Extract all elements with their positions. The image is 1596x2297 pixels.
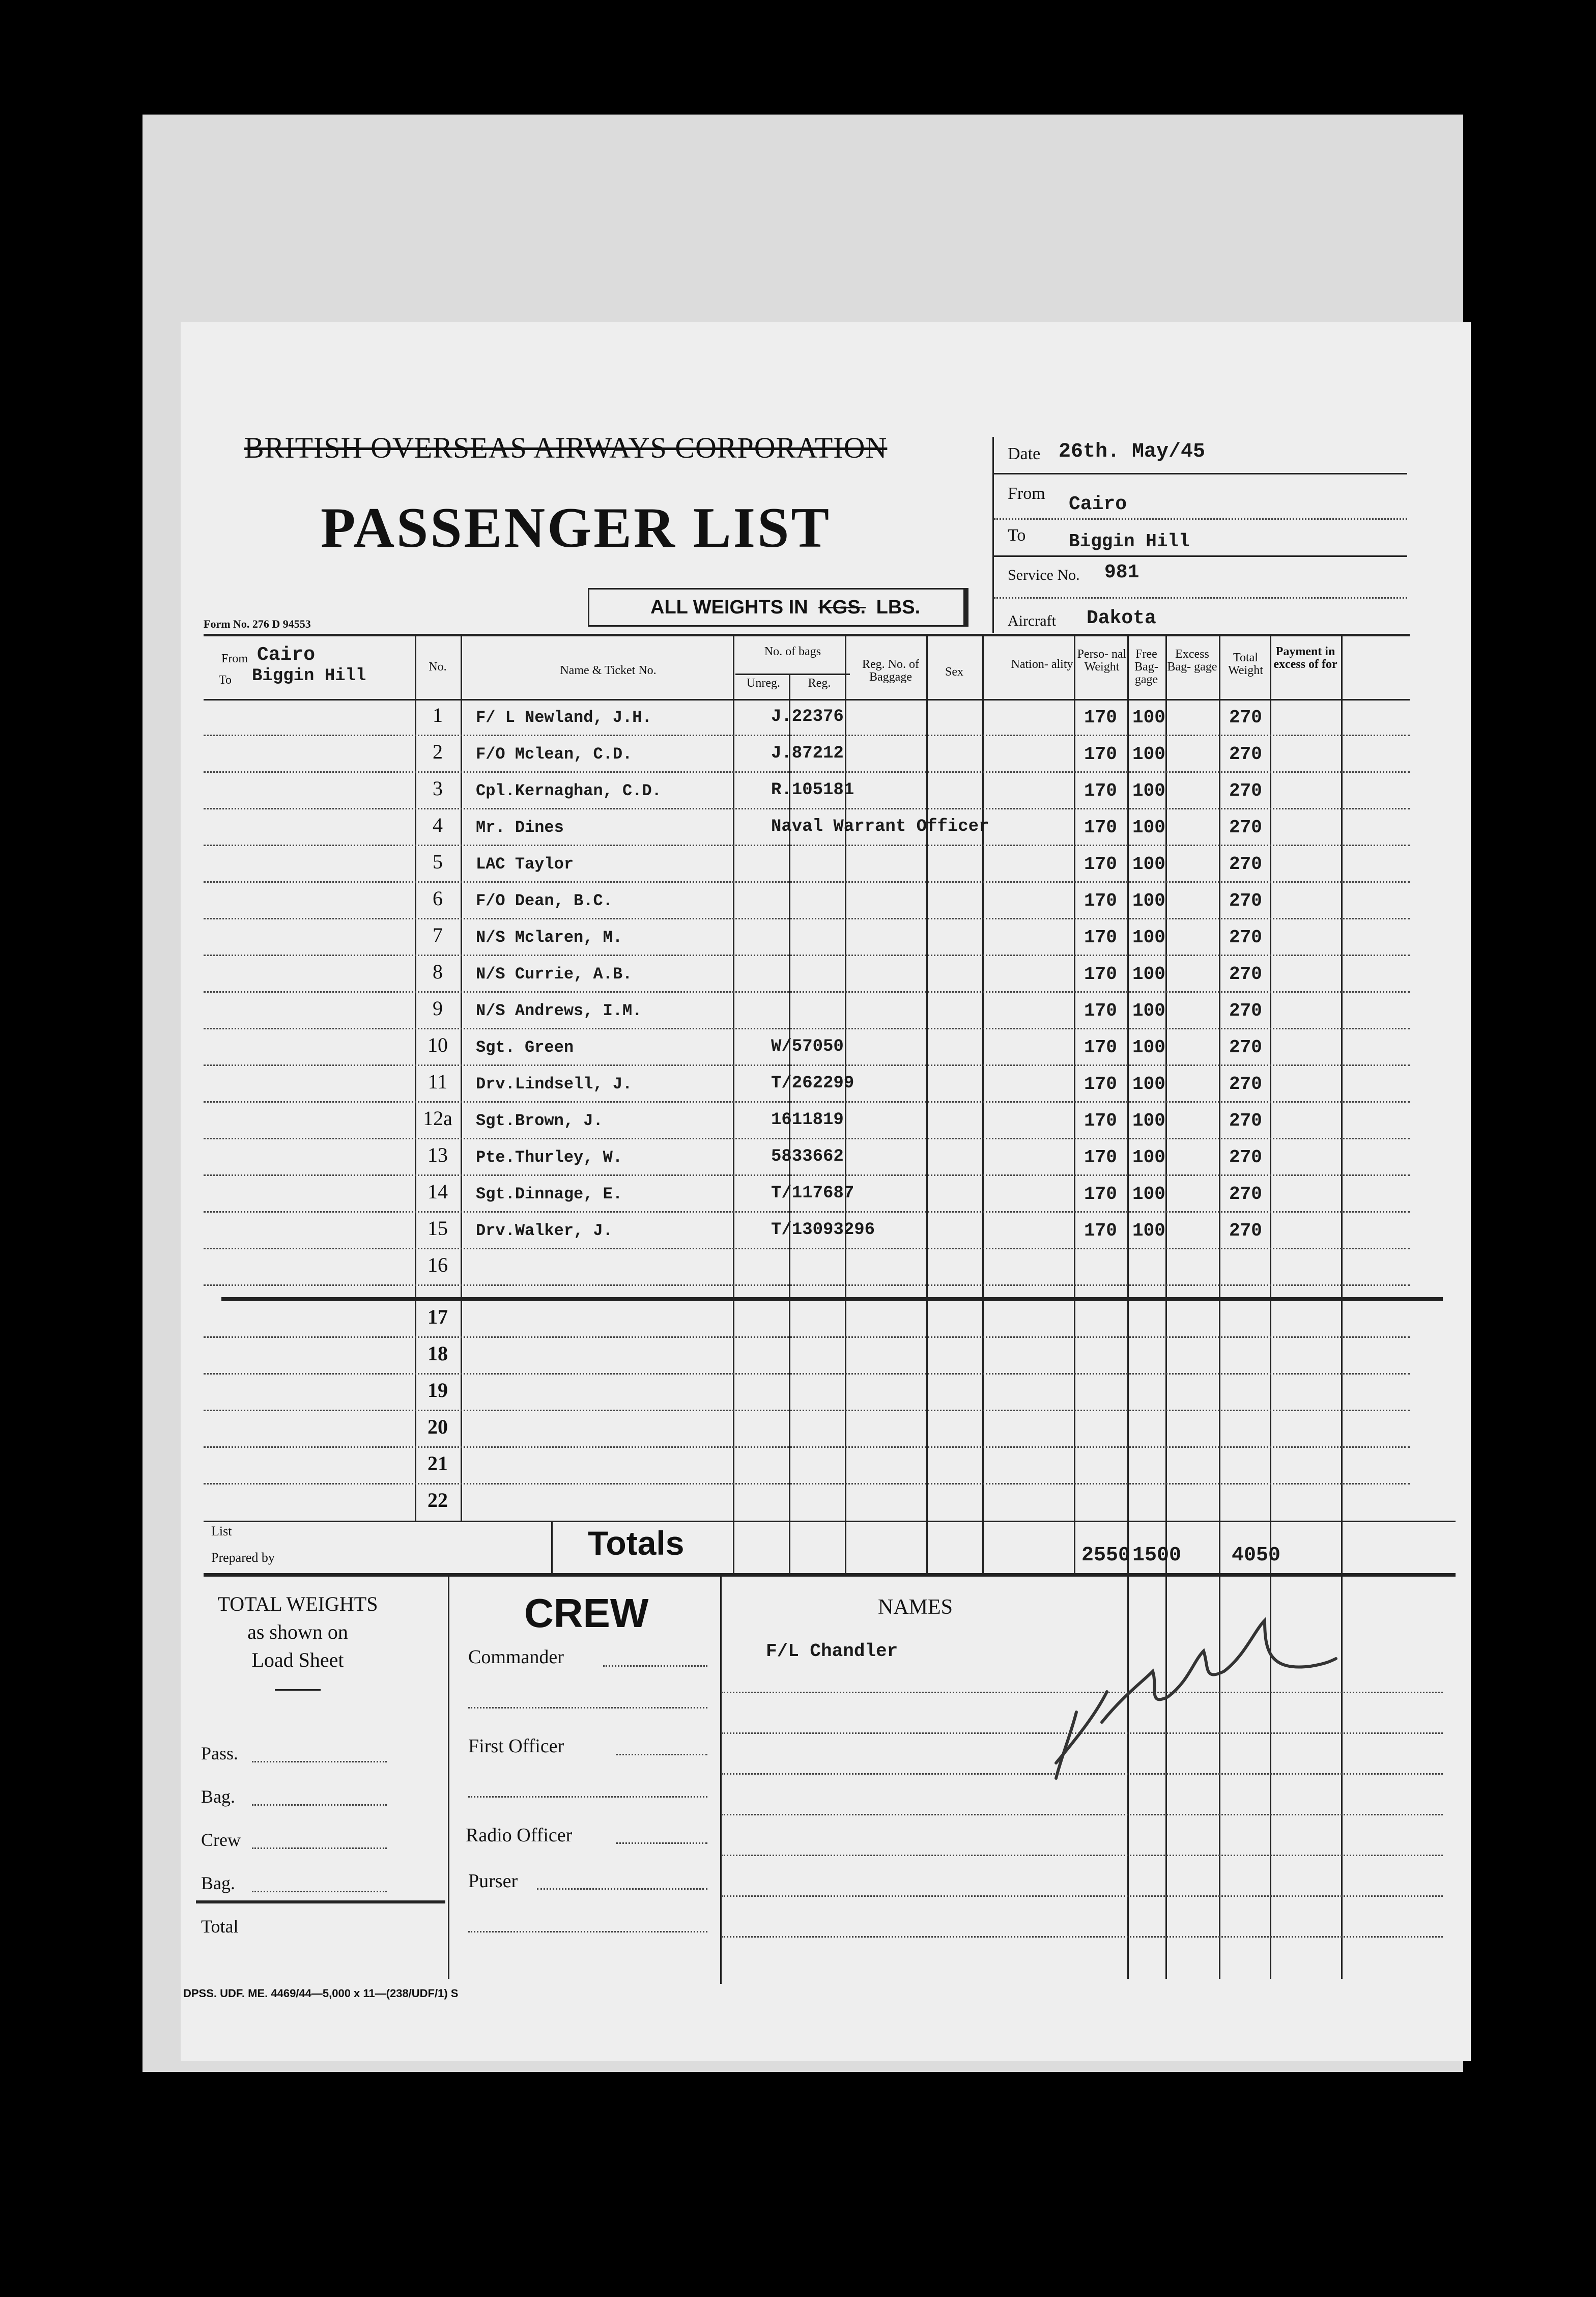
date-label: Date — [1008, 444, 1041, 463]
crew-section-border — [448, 1577, 449, 1979]
passenger-name: F/ L Newland, J.H. — [476, 708, 652, 727]
row-number: 9 — [433, 997, 443, 1020]
col-free: Free Bag- gage — [1134, 648, 1158, 687]
passenger-name: Sgt. Green — [476, 1038, 574, 1057]
bag-field-1[interactable] — [252, 1804, 387, 1806]
crew-title: CREW — [524, 1590, 649, 1636]
first-officer-field-2[interactable] — [468, 1796, 707, 1798]
purser-field-2[interactable] — [468, 1931, 707, 1932]
passenger-name: N/S Currie, A.B. — [476, 965, 633, 984]
ticket-number: T/13093296 — [771, 1220, 875, 1240]
passenger-name: Mr. Dines — [476, 818, 564, 837]
row-divider — [204, 1446, 1410, 1448]
footer-printer-code: DPSS. UDF. ME. 4469/44—5,000 x 11—(238/UDF/1) S — [183, 1987, 459, 2000]
total-weight: 270 — [1229, 1037, 1262, 1058]
free-baggage: 100 — [1132, 744, 1165, 765]
row-number: 15 — [428, 1217, 448, 1240]
personal-weight: 170 — [1084, 1074, 1117, 1095]
total-weight: 270 — [1229, 780, 1262, 801]
personal-weight: 170 — [1084, 780, 1117, 801]
weights-unit-box — [588, 588, 968, 627]
row-number: 21 — [428, 1452, 448, 1475]
row-divider — [204, 1373, 1410, 1375]
radio-officer-field[interactable] — [616, 1842, 707, 1844]
grid-line — [982, 634, 984, 1573]
crew-label: Crew — [201, 1830, 241, 1850]
weights-box-title-1: TOTAL WEIGHTS — [217, 1592, 378, 1615]
from-value-left: Cairo — [257, 644, 316, 666]
grid-line — [1219, 634, 1220, 1573]
col-excess: Excess Bag- gage — [1167, 648, 1217, 674]
row-number: 13 — [428, 1143, 448, 1166]
passenger-name: Sgt.Dinnage, E. — [476, 1185, 623, 1203]
col-reg: Reg. — [808, 677, 831, 690]
col-sex: Sex — [945, 665, 963, 679]
weights-unit: LBS. — [876, 597, 921, 618]
free-baggage: 100 — [1132, 1147, 1165, 1168]
row-number: 17 — [428, 1305, 448, 1328]
col-total: Total Weight — [1228, 651, 1263, 678]
free-baggage: 100 — [1132, 927, 1165, 948]
weights-box-title-2: as shown on — [247, 1620, 348, 1644]
passenger-name: F/O Mclean, C.D. — [476, 745, 633, 764]
row-divider — [204, 1174, 1410, 1176]
grid-line — [551, 1521, 553, 1573]
names-row-divider — [721, 1855, 1443, 1856]
total-weight: 270 — [1229, 744, 1262, 765]
row-number: 12a — [423, 1107, 452, 1130]
col-personal: Perso- nal Weight — [1077, 648, 1127, 674]
from-label-left: From — [221, 652, 248, 665]
from-label: From — [1008, 484, 1045, 503]
total-weight: 270 — [1229, 1147, 1262, 1168]
divider — [275, 1689, 321, 1691]
row-number: 20 — [428, 1415, 448, 1438]
free-baggage: 100 — [1132, 1220, 1165, 1241]
grid-line — [1165, 634, 1167, 1573]
to-value: Biggin Hill — [1069, 531, 1190, 552]
header-bottom-border — [204, 699, 1410, 701]
personal-weight: 170 — [1084, 817, 1117, 838]
date-value: 26th. May/45 — [1059, 440, 1206, 463]
total-weight: 270 — [1229, 890, 1262, 911]
passenger-name: Pte.Thurley, W. — [476, 1148, 623, 1167]
bag-label-2: Bag. — [201, 1873, 235, 1893]
passenger-name: Sgt.Brown, J. — [476, 1111, 603, 1130]
service-label: Service No. — [1008, 567, 1080, 583]
free-baggage: 100 — [1132, 1000, 1165, 1021]
aircraft-label: Aircraft — [1008, 612, 1056, 629]
crew-field[interactable] — [252, 1847, 387, 1849]
weights-total-rule — [196, 1900, 445, 1903]
row-divider — [204, 1284, 1410, 1286]
passenger-name: F/O Dean, B.C. — [476, 891, 613, 910]
commander-name: F/L Chandler — [766, 1641, 898, 1662]
aircraft-value: Dakota — [1087, 607, 1156, 629]
grid-line — [1341, 1577, 1343, 1979]
personal-weight: 170 — [1084, 1037, 1117, 1058]
personal-weight: 170 — [1084, 1184, 1117, 1204]
row-number: 19 — [428, 1379, 448, 1402]
grid-line — [1074, 634, 1075, 1573]
bag-label-1: Bag. — [201, 1786, 235, 1807]
free-baggage: 100 — [1132, 707, 1165, 728]
names-label: NAMES — [878, 1595, 953, 1619]
row-number: 1 — [433, 704, 443, 726]
bags-divider — [735, 674, 850, 675]
from-value: Cairo — [1069, 493, 1127, 515]
passenger-name: LAC Taylor — [476, 855, 574, 874]
row-divider — [204, 881, 1410, 883]
free-baggage: 100 — [1132, 780, 1165, 801]
row-divider — [204, 1336, 1410, 1338]
row-number: 11 — [428, 1070, 448, 1093]
service-value: 981 — [1104, 562, 1139, 583]
totals-top-border — [204, 1521, 1456, 1522]
total-weight: 270 — [1229, 1000, 1262, 1021]
totals-personal: 2550 — [1081, 1544, 1131, 1567]
ticket-number: Naval Warrant Officer — [771, 817, 989, 836]
grid-line — [1127, 634, 1129, 1573]
personal-weight: 170 — [1084, 964, 1117, 985]
personal-weight: 170 — [1084, 927, 1117, 948]
totals-label: Totals — [588, 1524, 685, 1562]
row-divider — [204, 1248, 1410, 1249]
total-weight: 270 — [1229, 1220, 1262, 1241]
totals-free: 1500 — [1132, 1544, 1182, 1567]
names-row-divider — [721, 1814, 1443, 1815]
company-name: BRITISH OVERSEAS AIRWAYS CORPORATION — [244, 431, 888, 464]
personal-weight: 170 — [1084, 1147, 1117, 1168]
total-weight: 270 — [1229, 964, 1262, 985]
commander-field[interactable] — [603, 1665, 707, 1667]
passenger-name: N/S Andrews, I.M. — [476, 1001, 642, 1020]
row-number: 18 — [428, 1342, 448, 1365]
first-officer-label: First Officer — [468, 1735, 564, 1757]
to-label: To — [1008, 526, 1026, 545]
total-weight: 270 — [1229, 1074, 1262, 1095]
row-number: 2 — [433, 740, 443, 763]
totals-bottom-border — [204, 1573, 1456, 1577]
pass-field[interactable] — [252, 1761, 387, 1762]
to-value-left: Biggin Hill — [252, 666, 366, 686]
divider — [994, 473, 1407, 474]
radio-officer-label: Radio Officer — [466, 1825, 573, 1846]
row-divider — [204, 1138, 1410, 1139]
row-number: 16 — [428, 1253, 448, 1276]
personal-weight: 170 — [1084, 890, 1117, 911]
row-number: 22 — [428, 1489, 448, 1511]
total-weight: 270 — [1229, 1184, 1262, 1204]
row-divider — [204, 1410, 1410, 1411]
to-label-left: To — [219, 674, 232, 687]
row-number: 7 — [433, 923, 443, 946]
passenger-name: N/S Mclaren, M. — [476, 928, 623, 947]
grid-line — [926, 634, 928, 1573]
grid-line — [845, 634, 846, 1573]
passenger-name: Drv.Walker, J. — [476, 1221, 613, 1240]
free-baggage: 100 — [1132, 854, 1165, 875]
row-number: 3 — [433, 777, 443, 800]
bag-field-2[interactable] — [252, 1891, 387, 1892]
row-divider — [204, 1065, 1410, 1066]
row-divider — [204, 991, 1410, 993]
form-number: Form No. 276 D 94553 — [204, 618, 311, 630]
free-baggage: 100 — [1132, 1037, 1165, 1058]
free-baggage: 100 — [1132, 964, 1165, 985]
form-title: PASSENGER LIST — [321, 496, 832, 559]
total-weight: 270 — [1229, 707, 1262, 728]
col-nationality: Nation- ality — [1011, 658, 1073, 671]
row-divider — [204, 918, 1410, 919]
personal-weight: 170 — [1084, 1000, 1117, 1021]
row-number: 10 — [428, 1033, 448, 1056]
names-row-divider — [721, 1936, 1443, 1938]
free-baggage: 100 — [1132, 1074, 1165, 1095]
ticket-number: W/57050 — [771, 1037, 844, 1056]
commander-label: Commander — [468, 1646, 564, 1668]
weights-box-title — [209, 1590, 387, 1674]
signature — [1025, 1610, 1341, 1783]
row-divider — [204, 771, 1410, 773]
grid-line — [415, 634, 416, 1521]
total-weight: 270 — [1229, 1110, 1262, 1131]
names-row-divider — [721, 1895, 1443, 1897]
list-label: List — [211, 1524, 232, 1538]
divider — [994, 597, 1407, 599]
weights-label: ALL WEIGHTS IN — [650, 597, 808, 618]
divider — [994, 555, 1407, 557]
col-bags: No. of bags — [764, 645, 821, 658]
free-baggage: 100 — [1132, 890, 1165, 911]
col-reg-no: Reg. No. of Baggage — [862, 658, 919, 684]
ticket-number: T/117687 — [771, 1184, 854, 1203]
total-label: Total — [201, 1916, 239, 1937]
col-payment: Payment in excess of for — [1273, 645, 1337, 671]
thick-separator — [221, 1297, 1443, 1301]
free-baggage: 100 — [1132, 817, 1165, 838]
free-baggage: 100 — [1132, 1184, 1165, 1204]
ticket-number: 1611819 — [771, 1110, 844, 1130]
ticket-number: R.105181 — [771, 780, 854, 800]
col-name: Name & Ticket No. — [560, 664, 657, 677]
row-number: 6 — [433, 887, 443, 910]
row-divider — [204, 1101, 1410, 1103]
row-number: 8 — [433, 960, 443, 983]
free-baggage: 100 — [1132, 1110, 1165, 1131]
ticket-number: J.22376 — [771, 707, 844, 726]
row-divider — [204, 1028, 1410, 1029]
names-section-border — [720, 1577, 722, 1984]
weights-box-title-3: Load Sheet — [251, 1648, 344, 1672]
info-box-border — [992, 437, 994, 633]
row-number: 4 — [433, 814, 443, 836]
total-weight: 270 — [1229, 927, 1262, 948]
row-number: 5 — [433, 850, 443, 873]
total-weight: 270 — [1229, 854, 1262, 875]
ticket-number: 5833662 — [771, 1147, 844, 1166]
passenger-list-form — [181, 322, 1471, 2061]
grid-line — [461, 634, 462, 1521]
personal-weight: 170 — [1084, 744, 1117, 765]
total-weight: 270 — [1229, 817, 1262, 838]
weights-struck: KGS. — [818, 597, 866, 618]
personal-weight: 170 — [1084, 707, 1117, 728]
personal-weight: 170 — [1084, 1110, 1117, 1131]
row-number: 14 — [428, 1180, 448, 1203]
grid-line — [733, 634, 734, 1573]
ticket-number: J.87212 — [771, 744, 844, 763]
row-divider — [204, 845, 1410, 846]
purser-label: Purser — [468, 1870, 518, 1892]
totals-total: 4050 — [1232, 1544, 1281, 1567]
first-officer-field[interactable] — [616, 1754, 707, 1755]
personal-weight: 170 — [1084, 1220, 1117, 1241]
table-top-border — [204, 634, 1410, 636]
personal-weight: 170 — [1084, 854, 1117, 875]
passenger-name: Cpl.Kernaghan, C.D. — [476, 781, 662, 800]
row-divider — [204, 735, 1410, 736]
row-divider — [204, 808, 1410, 809]
grid-line — [1270, 634, 1271, 1573]
commander-field-2[interactable] — [468, 1707, 707, 1708]
row-divider — [204, 1483, 1410, 1484]
passenger-name: Drv.Lindsell, J. — [476, 1075, 633, 1094]
col-no: No. — [429, 660, 447, 674]
grid-line — [1341, 634, 1343, 1573]
row-divider — [204, 1211, 1410, 1213]
divider — [994, 518, 1407, 520]
ticket-number: T/262299 — [771, 1074, 854, 1093]
prepared-by-label: Prepared by — [211, 1550, 275, 1565]
pass-label: Pass. — [201, 1743, 239, 1763]
row-divider — [204, 955, 1410, 956]
purser-field[interactable] — [537, 1888, 707, 1890]
col-unreg: Unreg. — [747, 677, 780, 690]
